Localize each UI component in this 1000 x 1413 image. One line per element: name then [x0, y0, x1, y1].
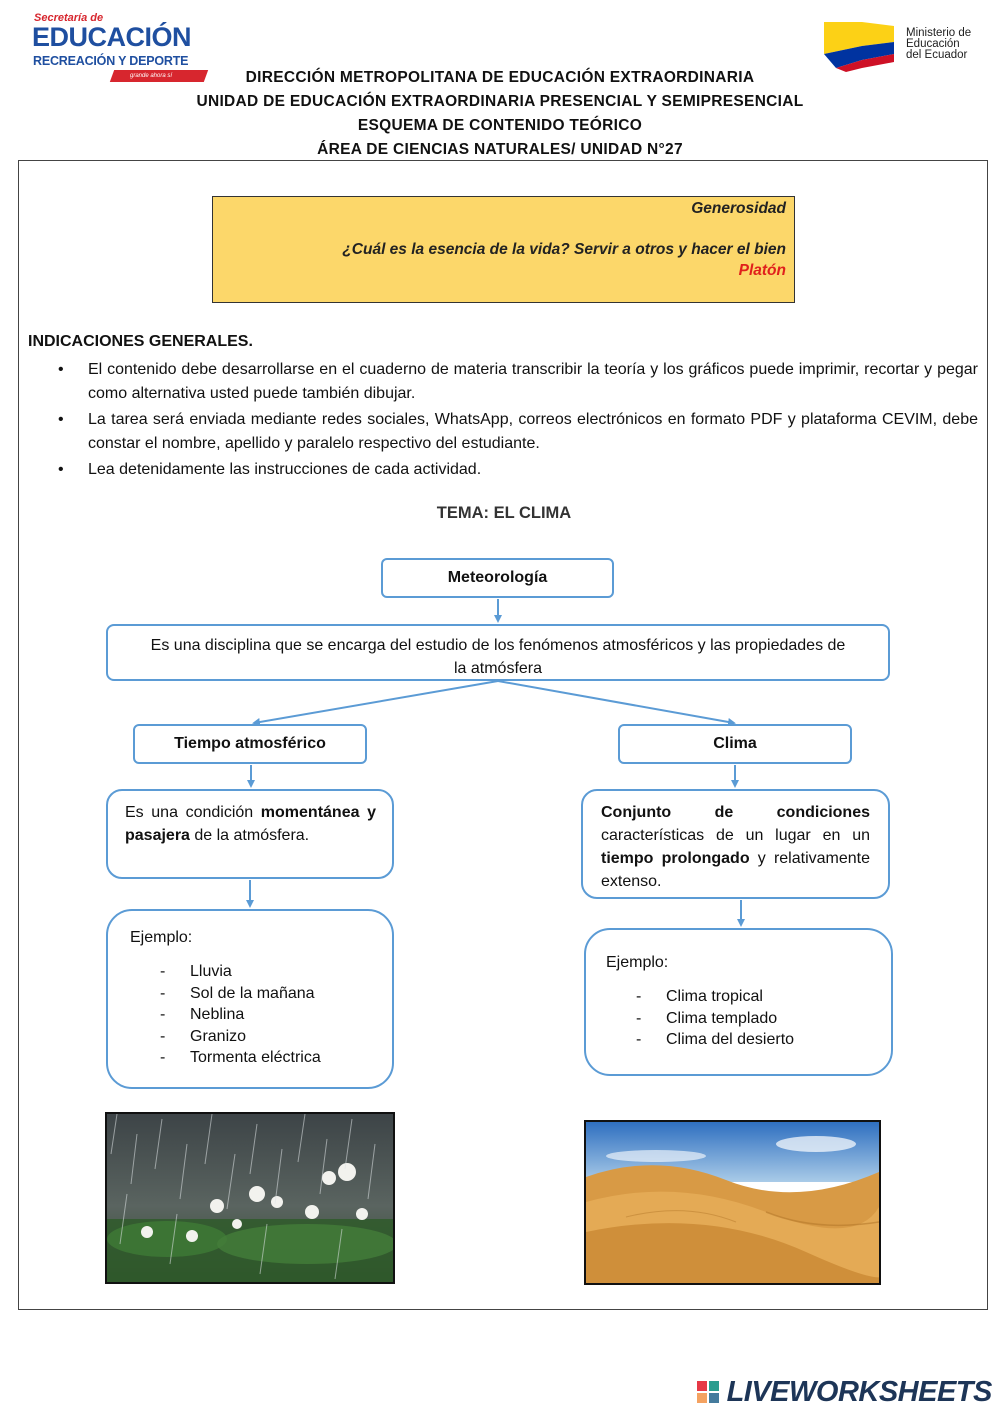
tiempo-examples-list — [160, 961, 392, 1069]
header-line-3: ESQUEMA DE CONTENIDO TEÓRICO — [357, 117, 643, 134]
quote-value: Generosidad — [691, 200, 786, 217]
example-label: Ejemplo: — [606, 954, 669, 971]
desert-dunes-photo — [584, 1120, 881, 1285]
ministerio-text: Ministerio de Educación del Ecuador — [906, 27, 972, 61]
liveworksheets-logo-icon — [697, 1381, 719, 1403]
list-item: • El contenido debe desarrollarse en el cuaderno de materia transcribir la teoría y los gráficos puede imprimir, recortar y pegar como alternativa usted puede también dibujar. — [56, 358, 978, 406]
bullet-icon: • — [58, 361, 64, 378]
list-item: - Lluvia — [160, 963, 232, 980]
tiempo-atmosferico-box: Tiempo atmosférico — [133, 724, 367, 764]
secretaria-educacion-logo: Secretaría de EDUCACIÓN RECREACIÓN Y DEPORTE grande ahora sí — [32, 12, 212, 72]
clima-examples-box — [584, 928, 893, 1076]
bullet-icon: • — [58, 411, 64, 428]
list-item: - Neblina — [160, 1006, 245, 1023]
header-line-2: UNIDAD DE EDUCACIÓN EXTRAORDINARIA PRESENCIAL Y SEMIPRESENCIAL — [196, 93, 804, 110]
quote-text: ¿Cuál es la esencia de la vida? Servir a otros y hacer el bien — [342, 241, 786, 258]
clima-box: Clima — [618, 724, 852, 764]
tiempo-examples-box — [106, 909, 394, 1089]
indicaciones-title: INDICACIONES GENERALES. — [28, 333, 253, 350]
clima-examples-list — [636, 986, 891, 1051]
list-item: - Clima del desierto — [636, 1031, 795, 1048]
list-item: - Clima tropical — [636, 988, 763, 1005]
header-line-1: DIRECCIÓN METROPOLITANA DE EDUCACIÓN EXTRAORDINARIA — [245, 69, 755, 86]
list-item: • La tarea será enviada mediante redes sociales, WhatsApp, correos electrónicos en formato PDF y plataforma CEVIM, debe constar el nombre, apellido y paralelo respectivo del estudiante. — [56, 408, 978, 456]
definition-box: Es una disciplina que se encarga del estudio de los fenómenos atmosféricos y las propiedades de la atmósfera — [106, 624, 890, 681]
header-line-4: ÁREA DE CIENCIAS NATURALES/ UNIDAD N°27 — [317, 141, 683, 158]
list-item: - Granizo — [160, 1027, 247, 1045]
list-item: - Tormenta eléctrica — [160, 1049, 321, 1066]
tiempo-description-box: Es una condición momentánea y pasajera de la atmósfera. — [106, 789, 394, 879]
example-label: Ejemplo: — [130, 929, 193, 946]
tema-title: TEMA: EL CLIMA — [436, 504, 572, 522]
list-item: - Clima templado — [636, 1009, 778, 1027]
arrow-definition-clima — [498, 681, 734, 723]
rain-flowers-photo — [105, 1112, 395, 1284]
meteorologia-box: Meteorología — [381, 558, 614, 598]
quote-author: Platón — [738, 262, 786, 279]
clima-description-box: Conjunto de condiciones características de un lugar en un tiempo prolongado y relativamente extenso. — [581, 789, 890, 899]
liveworksheets-watermark: LIVEWORKSHEETS — [697, 1376, 992, 1409]
list-item: • Lea detenidamente las instrucciones de cada actividad. — [56, 458, 978, 482]
bullet-icon: • — [58, 461, 64, 478]
arrow-definition-tiempo — [254, 681, 498, 723]
list-item: - Sol de la mañana — [160, 984, 315, 1002]
